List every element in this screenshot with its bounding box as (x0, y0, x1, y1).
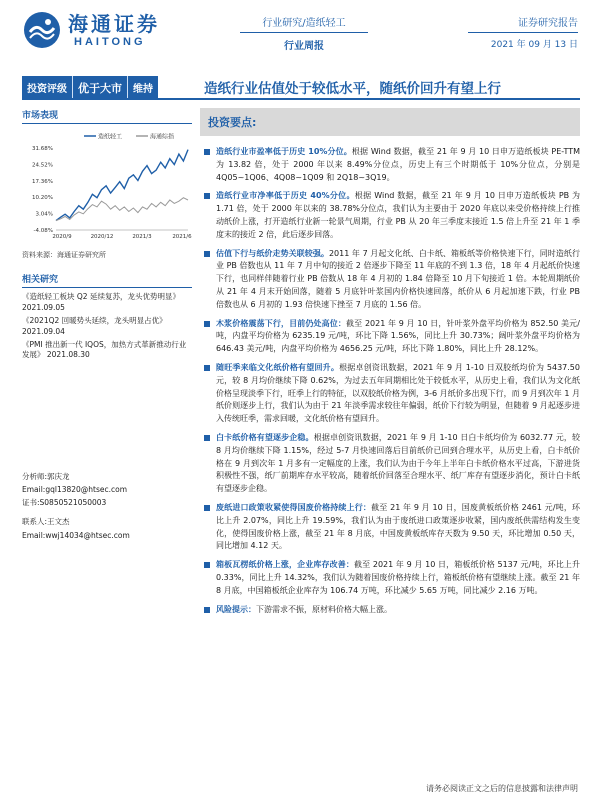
left-sidebar (22, 108, 192, 363)
chart-source: 资料来源：海通证券研究所 (22, 251, 106, 259)
report-category (240, 14, 368, 52)
related-item[interactable] (22, 292, 192, 314)
analyst-email[interactable]: Email:gql13820@htsec.com (22, 485, 128, 495)
key-point-text: 截至 21 年 9 月 10 日，国废黄板纸价格 2461 元/吨，环比上升 2.07%，同比上升 19.59%，我们认为由于废纸进口政策逐步收紧，国内废纸供需结构发生变化，使得国废价格上涨，截至 21 年 8 月底，中国废黄板纸库存天数为 9.50 天，环比增加 0.50 天，同比增加 4.12 天。 (216, 502, 580, 551)
y-tick-label: 31.68% (32, 146, 53, 152)
related-item-date: 2021.09.05 (22, 302, 65, 312)
key-point-lead: 白卡纸价格有望逐步企稳。 (216, 432, 314, 442)
related-item-text: 《PMI 推出新一代 IQOS，加热方式革新推动行业发展》 (22, 339, 187, 360)
key-point (200, 432, 580, 496)
key-point (200, 604, 580, 617)
key-point-lead: 箱板瓦楞纸价格上涨，企业库存改善： (216, 560, 354, 570)
key-point (200, 248, 580, 312)
key-point (200, 502, 580, 553)
bullet-icon (204, 435, 210, 441)
page-header (0, 0, 600, 62)
report-sector: 行业研究/造纸轻工 (240, 14, 368, 33)
y-tick-label: 24.52% (32, 162, 53, 169)
y-tick-label: 17.36% (32, 178, 53, 185)
bullet-icon (204, 505, 210, 511)
key-point-text: 下游需求不振，原材料价格大幅上涨。 (256, 604, 392, 614)
key-point (200, 318, 580, 356)
key-point-text: 根据卓创资讯数据，2021 年 9 月 1-10 日双胶纸均价为 5437.50 元，较 8 月均价继续下降 0.62%，为过去五年同期相比处于较低水平，从历史上看，我们认为文化纸价格呈现淡季下行，旺季上行的特征，以双胶纸价格为例，3-6 月纸价多出现下行，而 9 月到次年 1 月纸价则逐步上行，我们认为由于 21 年淡季需求较往年偏弱，纸价下行较为明显，但随着 9 月起逐步进入传统旺季，需求回暖，文化纸价格有望回升。 (216, 362, 580, 424)
related-item-date: 2021.08.30 (46, 350, 90, 360)
market-performance-title: 市场表现 (22, 108, 192, 124)
logo-english-text: HAITONG (74, 36, 146, 48)
bullet-icon (204, 607, 210, 613)
related-research-title: 相关研究 (22, 272, 192, 288)
y-tick-label: 10.20% (32, 195, 53, 202)
key-point-lead: 造纸行业市净率低于历史 40%分位。 (216, 191, 355, 201)
main-content (200, 108, 580, 622)
report-date: 2021 年 09 月 13 日 (490, 40, 578, 50)
key-point-text: 根据卓创资讯数据，2021 年 9 月 1-10 日白卡纸均价为 6032.77 元，较 8 月均价继续下降 1.15%，经过 5-7 月快速回落后目前纸价已回到合理水平，从历史上看，白卡纸价格在 9 月到次年 1 月多有一定幅度的上涨，我们认为由于今年上半年白卡纸价格水平过高，下游进货积极性不强，纸厂前期库存水平较高，随着纸价回落至合理水平、纸厂库存有望逐步消化，预计白卡纸有望逐步企稳。 (216, 432, 580, 494)
legend-label: 造纸轻工 (98, 133, 123, 141)
key-point (200, 362, 580, 426)
bullet-icon (204, 193, 210, 199)
x-tick-label: 2020/9 (52, 234, 72, 240)
key-point-text: 截至 2021 年 9 月 10 日，针叶浆外盘平均价格为 852.50 美元/吨，内盘平均价格为 6235.19 元/吨，环比下降 1.56%，同比上升 30.73%；阔叶浆外盘平均价格为 646.43 美元/吨，内盘平均价格为 4656.25 元/吨，环比下降 1.80%，同比上升 28.12%。 (216, 318, 580, 354)
disclaimer-footer: 请务必阅读正文之后的信息披露和法律声明 (426, 784, 578, 793)
key-point (200, 190, 580, 241)
report-kind: 证券研究报告 (468, 14, 578, 33)
y-tick-label: 3.04% (35, 211, 53, 218)
report-meta (468, 14, 578, 50)
analyst-certificate: 证书:S0850521050003 (22, 498, 107, 508)
key-point-text: 2011 年 7 月起文化纸、白卡纸、箱板纸等价格快速下行，同时造纸行业 PB 倍数也从 11 年 7 月中旬的接近 2 倍逐步下降至 11 年底的不到 1.3 倍，18 年 4 月起纸价快速下行，也同样伴随着行业 PB 倍数从 18 年 4 月初的 1.84 倍降至 10 月下旬接近 1 倍。本轮周期纸价从 21 年 4 月末开始回落，随着 5 月底针叶浆国内价格快速回落，纸价从 6 月起加速下跌，行业 PB 倍数也从 6 月初的 1.93 倍快速下挫至 7 月底的 1.56 倍。 (216, 248, 580, 309)
key-point-lead: 风险提示： (216, 604, 256, 614)
bullet-icon (204, 562, 210, 568)
y-tick-label: -4.08% (33, 228, 53, 234)
key-point-lead: 废纸进口政策收紧使得国废价格持续上行： (216, 502, 372, 512)
key-point-lead: 造纸行业市盈率低于历史 10%分位。 (216, 147, 352, 156)
related-item-date: 2021.09.04 (22, 326, 65, 336)
bullet-icon (204, 251, 210, 257)
market-chart (22, 128, 192, 246)
market-chart-svg (22, 128, 192, 246)
bullet-icon (204, 149, 210, 155)
key-point-lead: 随旺季来临文化纸价格有望回升。 (216, 362, 340, 372)
key-points-list (200, 146, 580, 616)
key-points-header: 投资要点: (200, 108, 580, 136)
report-title: 造纸行业估值处于较低水平，随纸价回升有望上行 (204, 81, 501, 97)
related-item-text: 《2021Q2 回暖势头延续，龙头明显占优》 (22, 315, 167, 325)
logo-chinese-text: 海通证券 (68, 12, 160, 36)
rating-status: 维持 (127, 76, 158, 98)
key-point-lead: 估值下行与纸价走势关联较强。 (216, 248, 329, 258)
rating-title-bar (22, 72, 580, 100)
key-point-text: 根据 Wind 数据，截至 21 年 9 月 10 日申万造纸板块 PB 为 1.71 倍，处于 2000 年以来的 38.78%分位点，我们认为主要由于 2020 年底以来受价格持续上行推动纸价上涨，打开造纸行业新一轮景气周期，行业 PB 从 20 年三季度末接近 1.5 倍上升至 21 年 1 季度末的接近 2 倍，此后逐步回落。 (216, 191, 580, 239)
analyst-info (22, 470, 192, 542)
contact-email[interactable]: Email:wwj14034@htsec.com (22, 530, 130, 540)
x-tick-label: 2020/12 (90, 234, 114, 240)
bullet-icon (204, 365, 210, 371)
series-line (56, 150, 188, 221)
report-type: 行业周报 (284, 41, 324, 52)
bullet-icon (204, 321, 210, 327)
key-point (200, 559, 580, 597)
key-point-lead: 木浆价格震荡下行，目前仍处高位： (216, 318, 347, 328)
key-point (200, 146, 580, 184)
related-item-text: 《造纸轻工板块 Q2 延续复苏，龙头优势明显》 (22, 292, 180, 301)
investment-rating (22, 76, 158, 98)
haitong-logo (22, 8, 172, 54)
x-tick-label: 2021/6 (172, 234, 192, 240)
related-item[interactable] (22, 316, 192, 338)
haitong-logo-icon (22, 10, 62, 50)
contact-name: 联系人:王文杰 (22, 517, 70, 527)
analyst-name: 分析师:郭庆龙 (22, 472, 70, 481)
x-tick-label: 2021/3 (132, 234, 152, 240)
rating-label: 投资评级 (27, 84, 67, 95)
key-point-text: 根据 Wind 数据，截至 21 年 9 月 10 日申万造纸板块 PE-TTM 为 13.82 倍，处于 2000 年以来 8.49%分位点，历史上有三个时期低于 10%分位点，分别是 4Q05~1Q06、4Q08~1Q09 和 2Q18~3Q19。 (216, 147, 580, 182)
rating-value: 优于大市 (72, 76, 127, 98)
related-item[interactable] (22, 340, 192, 362)
related-list (22, 292, 192, 361)
legend-label: 海通综指 (150, 133, 175, 141)
key-point-text: 截至 2021 年 9 月 10 日，箱板纸价格 5137 元/吨，环比上升 0.33%，同比上升 14.32%，我们认为随着国废价格持续上行，箱板纸价格有望继续上涨。截至 21 年 8 月底，中国箱板纸企业库存为 106.74 万吨，环比减少 5.65 万吨，同比减少 2.16 万吨。 (216, 560, 580, 595)
